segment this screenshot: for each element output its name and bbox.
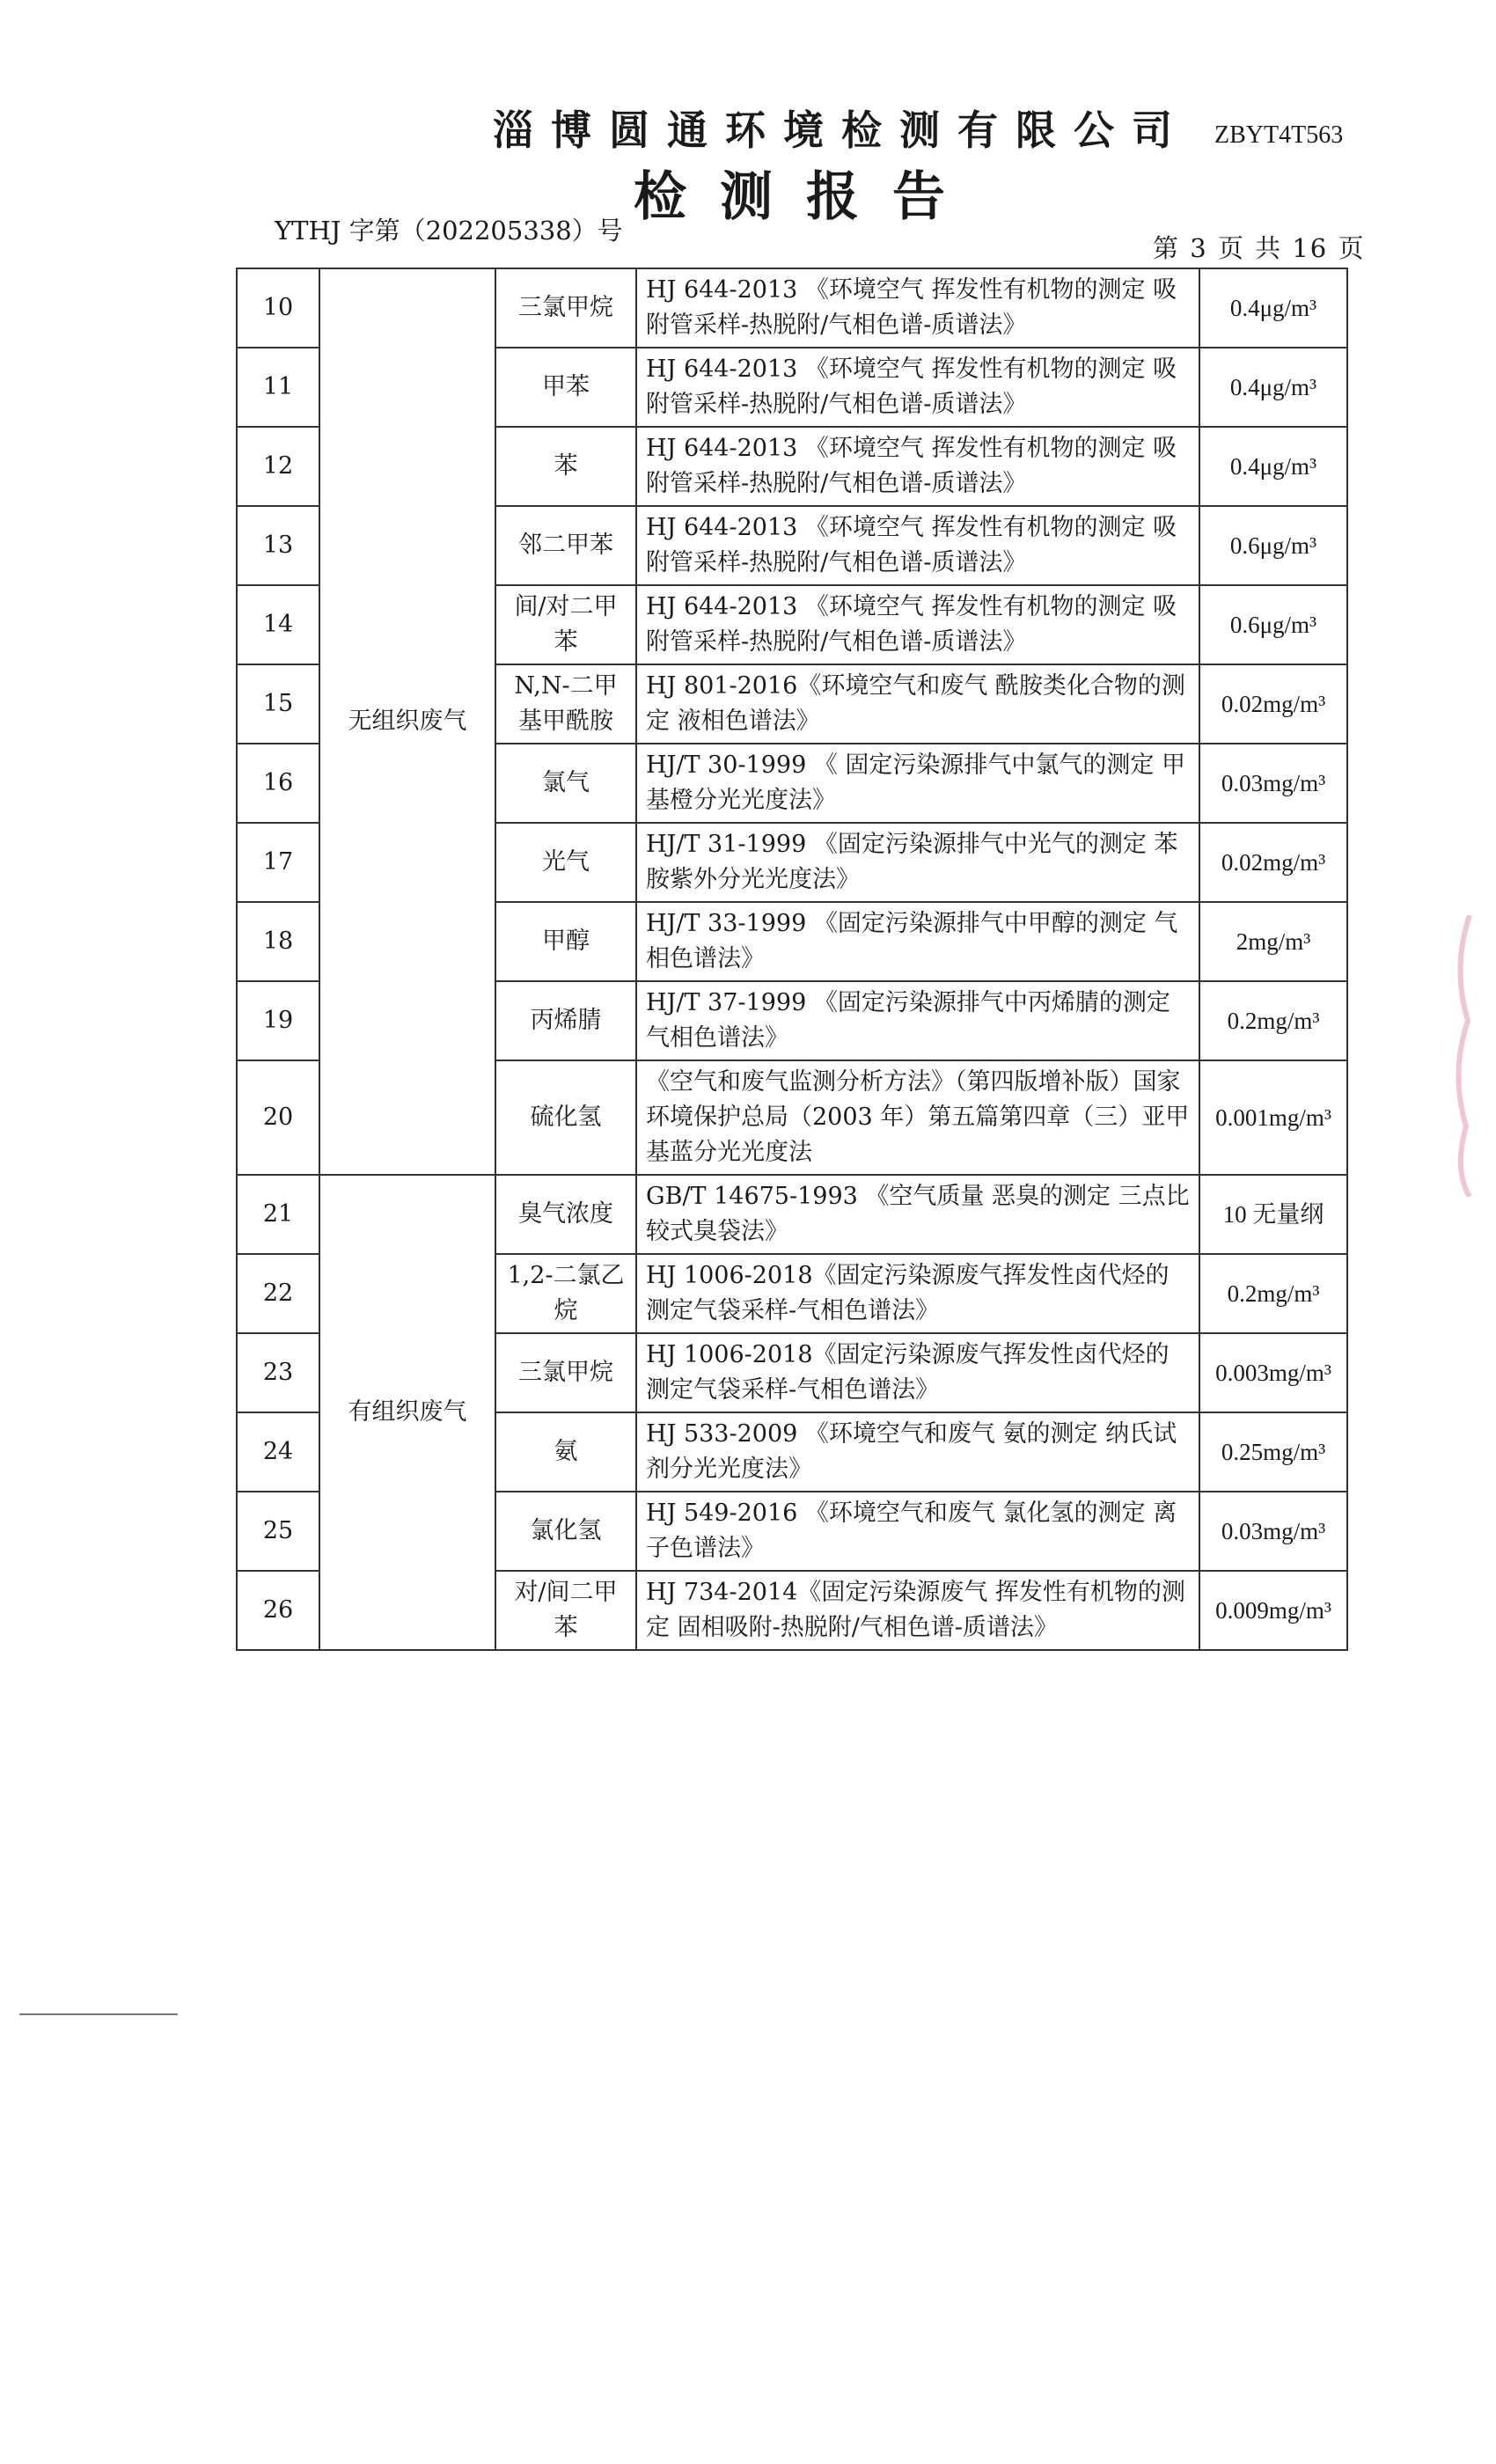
detection-limit: 0.02mg/m³ xyxy=(1199,823,1347,902)
seal-edge-mark xyxy=(1443,915,1478,1197)
test-method: HJ/T 31-1999 《固定污染源排气中光气的测定 苯胺紫外分光光度法》 xyxy=(636,823,1199,902)
row-number: 22 xyxy=(237,1254,319,1333)
row-number: 25 xyxy=(237,1492,319,1571)
detection-limit: 0.003mg/m³ xyxy=(1199,1333,1347,1412)
test-item: 甲苯 xyxy=(495,348,636,427)
test-item: 光气 xyxy=(495,823,636,902)
detection-limit: 0.001mg/m³ xyxy=(1199,1060,1347,1175)
test-method: HJ 549-2016 《环境空气和废气 氯化氢的测定 离子色谱法》 xyxy=(636,1492,1199,1571)
detection-limit: 0.2mg/m³ xyxy=(1199,1254,1347,1333)
table-row xyxy=(237,268,1347,348)
detection-limit: 0.6μg/m³ xyxy=(1199,506,1347,585)
row-number: 12 xyxy=(237,427,319,506)
row-number: 24 xyxy=(237,1412,319,1492)
category-organized: 有组织废气 xyxy=(319,1175,495,1650)
row-number: 11 xyxy=(237,348,319,427)
detection-limit: 0.6μg/m³ xyxy=(1199,585,1347,664)
row-number: 14 xyxy=(237,585,319,664)
row-number: 19 xyxy=(237,981,319,1060)
test-item: 1,2-二氯乙烷 xyxy=(495,1254,636,1333)
test-method: HJ 644-2013 《环境空气 挥发性有机物的测定 吸附管采样-热脱附/气相色谱-质谱法》 xyxy=(636,506,1199,585)
method-table xyxy=(236,268,1348,1651)
detection-limit: 0.4μg/m³ xyxy=(1199,268,1347,348)
company-name: 淄博圆通环境检测有限公司 xyxy=(493,106,1190,154)
test-method: HJ/T 37-1999 《固定污染源排气中丙烯腈的测定 气相色谱法》 xyxy=(636,981,1199,1060)
test-method: GB/T 14675-1993 《空气质量 恶臭的测定 三点比较式臭袋法》 xyxy=(636,1175,1199,1254)
test-method: HJ/T 30-1999 《 固定污染源排气中氯气的测定 甲基橙分光光度法》 xyxy=(636,744,1199,823)
test-item: 氯气 xyxy=(495,744,636,823)
scan-edge-line xyxy=(19,2013,178,2015)
report-title: 检测报告 xyxy=(634,166,979,228)
detection-limit: 0.02mg/m³ xyxy=(1199,664,1347,744)
test-method: HJ 734-2014《固定污染源废气 挥发性有机物的测定 固相吸附-热脱附/气相色谱-质谱法》 xyxy=(636,1571,1199,1650)
test-item: 邻二甲苯 xyxy=(495,506,636,585)
row-number: 20 xyxy=(237,1060,319,1175)
detection-limit: 0.4μg/m³ xyxy=(1199,427,1347,506)
table-row xyxy=(237,1175,1347,1254)
test-method: 《空气和废气监测分析方法》（第四版增补版）国家环境保护总局（2003 年）第五篇第四章（三）亚甲基蓝分光光度法 xyxy=(636,1060,1199,1175)
row-number: 13 xyxy=(237,506,319,585)
test-method: HJ 644-2013 《环境空气 挥发性有机物的测定 吸附管采样-热脱附/气相色谱-质谱法》 xyxy=(636,348,1199,427)
test-method: HJ 644-2013 《环境空气 挥发性有机物的测定 吸附管采样-热脱附/气相色谱-质谱法》 xyxy=(636,585,1199,664)
test-method: HJ 644-2013 《环境空气 挥发性有机物的测定 吸附管采样-热脱附/气相色谱-质谱法》 xyxy=(636,427,1199,506)
category-unorganized: 无组织废气 xyxy=(319,268,495,1175)
test-method: HJ 1006-2018《固定污染源废气挥发性卤代烃的测定气袋采样-气相色谱法》 xyxy=(636,1333,1199,1412)
report-code: ZBYT4T563 xyxy=(1214,121,1344,149)
detection-limit: 2mg/m³ xyxy=(1199,902,1347,981)
test-item: 氯化氢 xyxy=(495,1492,636,1571)
detection-limit: 0.03mg/m³ xyxy=(1199,1492,1347,1571)
test-method: HJ 533-2009 《环境空气和废气 氨的测定 纳氏试剂分光光度法》 xyxy=(636,1412,1199,1492)
test-method: HJ 801-2016《环境空气和废气 酰胺类化合物的测定 液相色谱法》 xyxy=(636,664,1199,744)
detection-limit: 0.2mg/m³ xyxy=(1199,981,1347,1060)
detection-limit: 0.03mg/m³ xyxy=(1199,744,1347,823)
test-method: HJ 644-2013 《环境空气 挥发性有机物的测定 吸附管采样-热脱附/气相色谱-质谱法》 xyxy=(636,268,1199,348)
test-item: 三氯甲烷 xyxy=(495,1333,636,1412)
detection-limit: 0.4μg/m³ xyxy=(1199,348,1347,427)
test-item: 丙烯腈 xyxy=(495,981,636,1060)
row-number: 21 xyxy=(237,1175,319,1254)
test-item: 硫化氢 xyxy=(495,1060,636,1175)
test-item: 三氯甲烷 xyxy=(495,268,636,348)
test-method: HJ 1006-2018《固定污染源废气挥发性卤代烃的测定气袋采样-气相色谱法》 xyxy=(636,1254,1199,1333)
test-method: HJ/T 33-1999 《固定污染源排气中甲醇的测定 气相色谱法》 xyxy=(636,902,1199,981)
test-item: 氨 xyxy=(495,1412,636,1492)
test-item: N,N-二甲基甲酰胺 xyxy=(495,664,636,744)
page-info: 第 3 页 共 16 页 xyxy=(1153,233,1366,263)
test-item: 甲醇 xyxy=(495,902,636,981)
detection-limit: 0.25mg/m³ xyxy=(1199,1412,1347,1492)
row-number: 16 xyxy=(237,744,319,823)
row-number: 23 xyxy=(237,1333,319,1412)
test-item: 间/对二甲苯 xyxy=(495,585,636,664)
test-item: 对/间二甲苯 xyxy=(495,1571,636,1650)
row-number: 10 xyxy=(237,268,319,348)
row-number: 26 xyxy=(237,1571,319,1650)
row-number: 17 xyxy=(237,823,319,902)
detection-limit: 10 无量纲 xyxy=(1199,1175,1347,1254)
document-number: YTHJ 字第（202205338）号 xyxy=(275,216,623,246)
detection-limit: 0.009mg/m³ xyxy=(1199,1571,1347,1650)
row-number: 18 xyxy=(237,902,319,981)
row-number: 15 xyxy=(237,664,319,744)
test-item: 臭气浓度 xyxy=(495,1175,636,1254)
test-item: 苯 xyxy=(495,427,636,506)
